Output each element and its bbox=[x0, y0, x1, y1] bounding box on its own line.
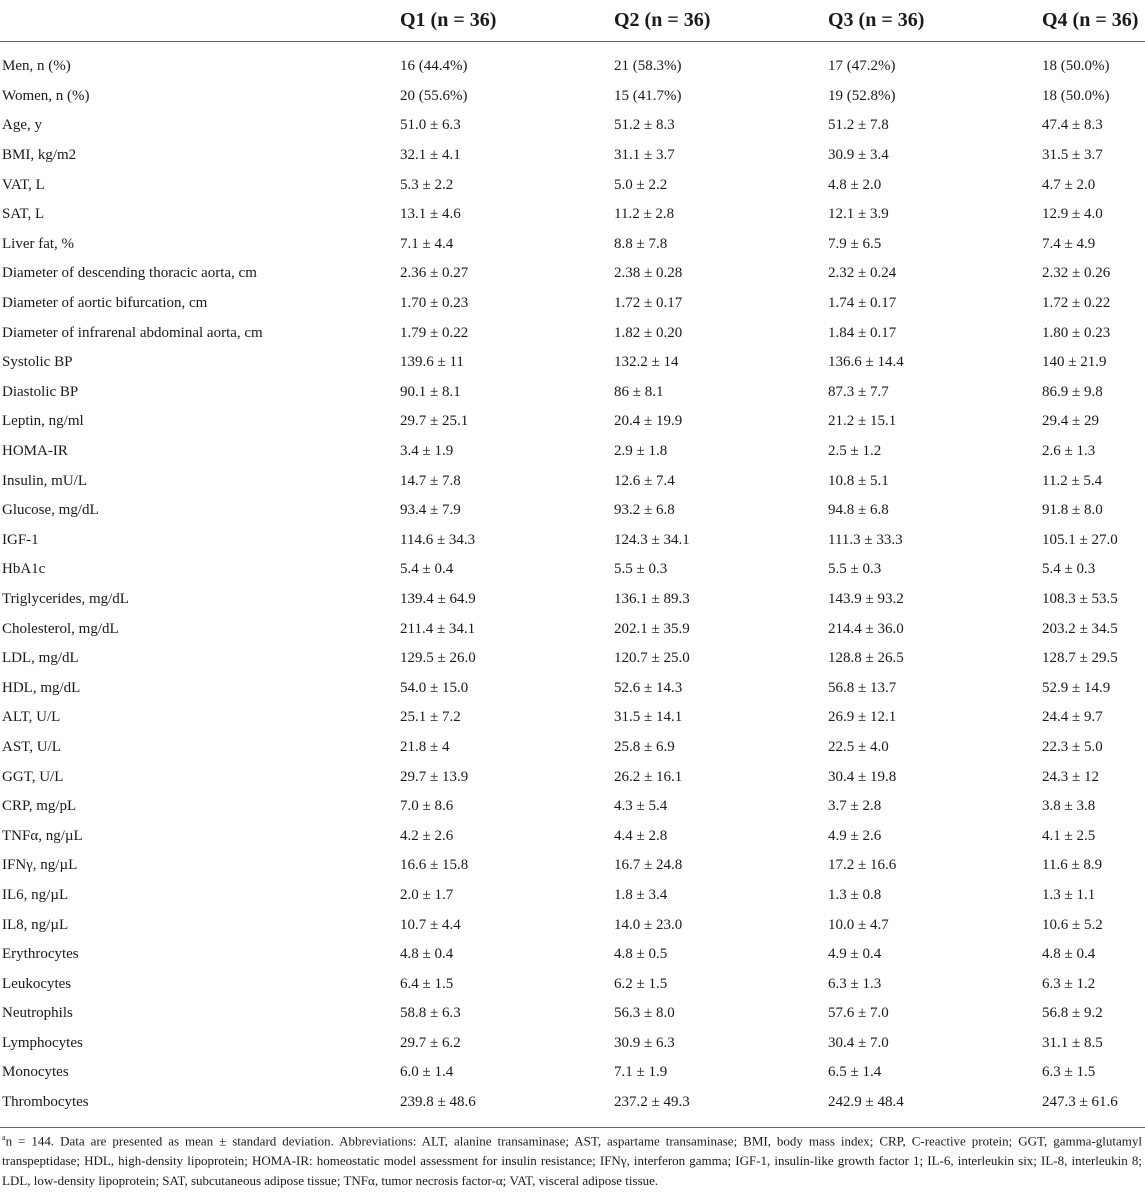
table-cell-label: Men, n (%) bbox=[2, 58, 71, 75]
table-row bbox=[0, 999, 1145, 1029]
table-cell-label: Leukocytes bbox=[2, 975, 72, 992]
table-cell-q1: 13.1 ± 4.6 bbox=[400, 206, 461, 223]
table-row bbox=[0, 614, 1145, 644]
table-row bbox=[0, 940, 1145, 970]
table-cell-q2: 14.0 ± 23.0 bbox=[614, 916, 683, 933]
table-cell-q2: 1.8 ± 3.4 bbox=[614, 886, 668, 903]
table-cell-label: BMI, kg/m2 bbox=[2, 147, 77, 164]
table-cell-q2: 2.9 ± 1.8 bbox=[614, 443, 668, 460]
table-cell-q1: 2.36 ± 0.27 bbox=[400, 265, 469, 282]
table-row bbox=[0, 1088, 1145, 1128]
table-cell-label: Diastolic BP bbox=[2, 383, 79, 400]
table-cell-q2: 5.0 ± 2.2 bbox=[614, 176, 668, 193]
table-cell-label: Insulin, mU/L bbox=[2, 472, 87, 489]
table-cell-q4: 2.6 ± 1.3 bbox=[1042, 443, 1096, 460]
table-cell-q4: 1.80 ± 0.23 bbox=[1042, 324, 1111, 341]
table-row bbox=[0, 585, 1145, 615]
footnote-marker: a bbox=[2, 1133, 6, 1142]
table-row bbox=[0, 762, 1145, 792]
table-row bbox=[0, 881, 1145, 911]
header-cell-label bbox=[0, 0, 400, 42]
table-cell-q1: 7.1 ± 4.4 bbox=[400, 235, 454, 252]
table-cell-q4: 11.6 ± 8.9 bbox=[1042, 857, 1103, 874]
table-cell-q3: 30.9 ± 3.4 bbox=[828, 147, 889, 164]
table-cell-q3: 30.4 ± 7.0 bbox=[828, 1034, 889, 1051]
table-row bbox=[0, 1029, 1145, 1059]
table-cell-q4: 47.4 ± 8.3 bbox=[1042, 117, 1103, 134]
table-cell-q3: 51.2 ± 7.8 bbox=[828, 117, 889, 134]
table-row bbox=[0, 111, 1145, 141]
table-cell-q4: 4.8 ± 0.4 bbox=[1042, 946, 1096, 963]
table-cell-q2: 93.2 ± 6.8 bbox=[614, 502, 675, 519]
table-cell-q3: 2.32 ± 0.24 bbox=[828, 265, 897, 282]
table-cell-label: Cholesterol, mg/dL bbox=[2, 620, 119, 637]
table-cell-q3: 1.74 ± 0.17 bbox=[828, 295, 897, 312]
table-cell-label: Thrombocytes bbox=[0, 1088, 400, 1128]
table-cell-q4: 1.3 ± 1.1 bbox=[1042, 886, 1096, 903]
table-cell-label: GGT, U/L bbox=[2, 768, 64, 785]
table-cell-q4: 56.8 ± 9.2 bbox=[1042, 1005, 1103, 1022]
table-row bbox=[0, 1058, 1145, 1088]
table-cell-q1: 29.7 ± 6.2 bbox=[400, 1034, 461, 1051]
table-cell-q3: 10.0 ± 4.7 bbox=[828, 916, 889, 933]
table-row bbox=[0, 348, 1145, 378]
table-cell-q2: 56.3 ± 8.0 bbox=[614, 1005, 675, 1022]
table-cell-q1: 139.4 ± 64.9 bbox=[400, 590, 476, 607]
table-cell-q1: 29.7 ± 25.1 bbox=[400, 413, 469, 430]
table-cell-label: IL6, ng/µL bbox=[2, 886, 69, 903]
table-cell-q1: 7.0 ± 8.6 bbox=[400, 798, 454, 815]
table-cell-label: IL8, ng/µL bbox=[2, 916, 69, 933]
table-cell-q3: 30.4 ± 19.8 bbox=[828, 768, 897, 785]
table-cell-q2: 8.8 ± 7.8 bbox=[614, 235, 668, 252]
table-cell-q1: 2.0 ± 1.7 bbox=[400, 886, 454, 903]
table-cell-q4: 1.72 ± 0.22 bbox=[1042, 295, 1111, 312]
table-cell-label: ALT, U/L bbox=[2, 709, 61, 726]
table-cell-q4: 18 (50.0%) bbox=[1042, 58, 1110, 75]
table-cell-q1: 20 (55.6%) bbox=[400, 87, 468, 104]
table-cell-q3: 94.8 ± 6.8 bbox=[828, 502, 889, 519]
header-row bbox=[0, 0, 1145, 42]
table-cell-q3: 242.9 ± 48.4 bbox=[828, 1088, 1042, 1128]
table-cell-q3: 214.4 ± 36.0 bbox=[828, 620, 904, 637]
table-cell-label: Erythrocytes bbox=[2, 946, 79, 963]
table-cell-label: Diameter of descending thoracic aorta, cm bbox=[2, 265, 257, 282]
table-cell-q4: 5.4 ± 0.3 bbox=[1042, 561, 1096, 578]
table-cell-q4: 24.3 ± 12 bbox=[1042, 768, 1099, 785]
table-cell-q1: 6.0 ± 1.4 bbox=[400, 1064, 454, 1081]
table-row bbox=[0, 259, 1145, 289]
table-cell-q3: 1.3 ± 0.8 bbox=[828, 886, 882, 903]
table-cell-q4: 91.8 ± 8.0 bbox=[1042, 502, 1103, 519]
table-header bbox=[0, 0, 1145, 42]
table-cell-q2: 6.2 ± 1.5 bbox=[614, 975, 668, 992]
table-row bbox=[0, 526, 1145, 556]
table-cell-q4: 2.32 ± 0.26 bbox=[1042, 265, 1111, 282]
table-row bbox=[0, 378, 1145, 408]
table-cell-q3: 22.5 ± 4.0 bbox=[828, 738, 889, 755]
table-cell-q1: 139.6 ± 11 bbox=[400, 354, 464, 371]
table-cell-q3: 136.6 ± 14.4 bbox=[828, 354, 904, 371]
table-cell-q2: 237.2 ± 49.3 bbox=[614, 1088, 828, 1128]
table-cell-label: Liver fat, % bbox=[2, 235, 75, 252]
table-cell-q2: 52.6 ± 14.3 bbox=[614, 679, 683, 696]
header-cell-q2: Q2 (n = 36) bbox=[614, 0, 828, 42]
table-row bbox=[0, 733, 1145, 763]
table-row bbox=[0, 969, 1145, 999]
table-cell-q1: 211.4 ± 34.1 bbox=[400, 620, 476, 637]
table-cell-q4: 18 (50.0%) bbox=[1042, 87, 1110, 104]
footnote-text: n = 144. Data are presented as mean ± standard deviation. Abbreviations: ALT, alanine transaminase; AST, aspartame transaminase; BMI, body mass index; CRP, C-reactive protein; GGT, gamma-glutamyl transpeptidase; HDL, high-density lipoprotein; HOMA-IR: homeostatic model assessment for insulin resistance; IFNγ, interferon gamma; IGF-1, insulin-like growth factor 1; IL-6, interleukin six; IL-8, interleukin 8; LDL, low-density lipoprotein; SAT, subcutaneous adipose tissue; TNFα, tumor necrosis factor-α; VAT, visceral adipose tissue. bbox=[2, 1133, 1142, 1189]
table-cell-label: Lymphocytes bbox=[2, 1034, 83, 1051]
table-row bbox=[0, 318, 1145, 348]
table-cell-label: SAT, L bbox=[2, 206, 45, 223]
table-cell-q2: 1.82 ± 0.20 bbox=[614, 324, 683, 341]
table-cell-q3: 7.9 ± 6.5 bbox=[828, 235, 882, 252]
table-cell-label: Diameter of aortic bifurcation, cm bbox=[2, 295, 208, 312]
table-cell-label: Glucose, mg/dL bbox=[2, 502, 99, 519]
table-row bbox=[0, 496, 1145, 526]
table-body bbox=[0, 42, 1145, 1128]
table-cell-q3: 56.8 ± 13.7 bbox=[828, 679, 897, 696]
table-cell-q1: 51.0 ± 6.3 bbox=[400, 117, 461, 134]
table-cell-q1: 6.4 ± 1.5 bbox=[400, 975, 454, 992]
table-cell-q4: 4.1 ± 2.5 bbox=[1042, 827, 1096, 844]
table-row bbox=[0, 466, 1145, 496]
table-cell-q1: 10.7 ± 4.4 bbox=[400, 916, 461, 933]
table-row bbox=[0, 289, 1145, 319]
table-cell-label: HDL, mg/dL bbox=[2, 679, 81, 696]
table-cell-q3: 17 (47.2%) bbox=[828, 58, 896, 75]
table-row bbox=[0, 792, 1145, 822]
table-cell-q2: 25.8 ± 6.9 bbox=[614, 738, 675, 755]
table-cell-q1: 90.1 ± 8.1 bbox=[400, 383, 461, 400]
table-cell-q3: 4.8 ± 2.0 bbox=[828, 176, 882, 193]
table-row bbox=[0, 200, 1145, 230]
table-cell-label: TNFα, ng/µL bbox=[2, 827, 83, 844]
header-cell-q4: Q4 (n = 36) bbox=[1042, 0, 1145, 42]
table-cell-q3: 5.5 ± 0.3 bbox=[828, 561, 882, 578]
table-cell-q1: 4.2 ± 2.6 bbox=[400, 827, 454, 844]
table-cell-q3: 12.1 ± 3.9 bbox=[828, 206, 889, 223]
table-cell-label: CRP, mg/pL bbox=[2, 798, 77, 815]
table-cell-q3: 6.3 ± 1.3 bbox=[828, 975, 882, 992]
table-cell-q1: 129.5 ± 26.0 bbox=[400, 650, 476, 667]
table-cell-q3: 6.5 ± 1.4 bbox=[828, 1064, 882, 1081]
table-cell-q3: 10.8 ± 5.1 bbox=[828, 472, 889, 489]
table-cell-label: Monocytes bbox=[2, 1064, 69, 1081]
table-cell-q1: 16.6 ± 15.8 bbox=[400, 857, 469, 874]
table-cell-label: Triglycerides, mg/dL bbox=[2, 590, 129, 607]
table-cell-q2: 12.6 ± 7.4 bbox=[614, 472, 675, 489]
table-cell-q2: 1.72 ± 0.17 bbox=[614, 295, 683, 312]
table-cell-q4: 203.2 ± 34.5 bbox=[1042, 620, 1118, 637]
table-cell-q3: 4.9 ± 2.6 bbox=[828, 827, 882, 844]
header-cell-q1: Q1 (n = 36) bbox=[400, 0, 614, 42]
table-row bbox=[0, 673, 1145, 703]
table-row bbox=[0, 821, 1145, 851]
table-cell-q4: 11.2 ± 5.4 bbox=[1042, 472, 1103, 489]
table-cell-q3: 87.3 ± 7.7 bbox=[828, 383, 889, 400]
table-cell-q2: 7.1 ± 1.9 bbox=[614, 1064, 668, 1081]
table-cell-q3: 4.9 ± 0.4 bbox=[828, 946, 882, 963]
header-cell-q3: Q3 (n = 36) bbox=[828, 0, 1042, 42]
table-cell-q2: 86 ± 8.1 bbox=[614, 383, 664, 400]
table-cell-q3: 1.84 ± 0.17 bbox=[828, 324, 897, 341]
table-cell-q3: 143.9 ± 93.2 bbox=[828, 590, 904, 607]
table-row bbox=[0, 555, 1145, 585]
table-cell-q1: 5.4 ± 0.4 bbox=[400, 561, 454, 578]
table-cell-q1: 16 (44.4%) bbox=[400, 58, 468, 75]
table-cell-q1: 29.7 ± 13.9 bbox=[400, 768, 469, 785]
table-cell-q2: 4.8 ± 0.5 bbox=[614, 946, 668, 963]
table-cell-label: AST, U/L bbox=[2, 738, 61, 755]
table-row bbox=[0, 407, 1145, 437]
table-row bbox=[0, 230, 1145, 260]
table-row bbox=[0, 42, 1145, 82]
table-cell-q4: 10.6 ± 5.2 bbox=[1042, 916, 1103, 933]
table-cell-q3: 17.2 ± 16.6 bbox=[828, 857, 897, 874]
table-cell-q1: 1.79 ± 0.22 bbox=[400, 324, 469, 341]
table-cell-q1: 93.4 ± 7.9 bbox=[400, 502, 461, 519]
table-cell-q4: 3.8 ± 3.8 bbox=[1042, 798, 1096, 815]
table-cell-q4: 31.1 ± 8.5 bbox=[1042, 1034, 1103, 1051]
table-cell-q2: 31.5 ± 14.1 bbox=[614, 709, 683, 726]
table-cell-label: Systolic BP bbox=[2, 354, 73, 371]
table-cell-q2: 4.3 ± 5.4 bbox=[614, 798, 668, 815]
table-cell-q2: 15 (41.7%) bbox=[614, 87, 682, 104]
table-cell-q4: 128.7 ± 29.5 bbox=[1042, 650, 1118, 667]
table-row bbox=[0, 437, 1145, 467]
table-footnote bbox=[2, 1128, 1142, 1191]
table-row bbox=[0, 141, 1145, 171]
table-cell-q2: 30.9 ± 6.3 bbox=[614, 1034, 675, 1051]
table-cell-q4: 12.9 ± 4.0 bbox=[1042, 206, 1103, 223]
table-cell-q4: 22.3 ± 5.0 bbox=[1042, 738, 1103, 755]
table-cell-q2: 16.7 ± 24.8 bbox=[614, 857, 683, 874]
table-cell-label: HbA1c bbox=[2, 561, 46, 578]
table-cell-label: IGF-1 bbox=[2, 531, 39, 548]
table-cell-q4: 247.3 ± 61.6 bbox=[1042, 1088, 1145, 1128]
table-cell-q2: 124.3 ± 34.1 bbox=[614, 531, 690, 548]
table-cell-q3: 26.9 ± 12.1 bbox=[828, 709, 897, 726]
table-cell-q3: 2.5 ± 1.2 bbox=[828, 443, 882, 460]
table-cell-q4: 4.7 ± 2.0 bbox=[1042, 176, 1096, 193]
table-cell-q2: 20.4 ± 19.9 bbox=[614, 413, 683, 430]
table-cell-q4: 6.3 ± 1.2 bbox=[1042, 975, 1096, 992]
table-cell-q4: 31.5 ± 3.7 bbox=[1042, 147, 1103, 164]
table-cell-label: Women, n (%) bbox=[2, 87, 90, 104]
table-cell-label: IFNγ, ng/µL bbox=[2, 857, 78, 874]
table-cell-q4: 105.1 ± 27.0 bbox=[1042, 531, 1118, 548]
table-cell-q1: 5.3 ± 2.2 bbox=[400, 176, 454, 193]
table-row bbox=[0, 170, 1145, 200]
table-cell-label: LDL, mg/dL bbox=[2, 650, 79, 667]
table-cell-label: Age, y bbox=[2, 117, 42, 134]
table-cell-q3: 111.3 ± 33.3 bbox=[828, 531, 903, 548]
table-cell-q1: 14.7 ± 7.8 bbox=[400, 472, 461, 489]
table-cell-label: Neutrophils bbox=[2, 1005, 73, 1022]
table-cell-q1: 114.6 ± 34.3 bbox=[400, 531, 476, 548]
table-cell-label: Leptin, ng/ml bbox=[2, 413, 84, 430]
table-cell-q3: 128.8 ± 26.5 bbox=[828, 650, 904, 667]
table-cell-q1: 58.8 ± 6.3 bbox=[400, 1005, 461, 1022]
table-cell-q2: 202.1 ± 35.9 bbox=[614, 620, 690, 637]
table-cell-q4: 52.9 ± 14.9 bbox=[1042, 679, 1111, 696]
table-cell-q1: 54.0 ± 15.0 bbox=[400, 679, 469, 696]
table-row bbox=[0, 851, 1145, 881]
table-cell-label: Diameter of infrarenal abdominal aorta, cm bbox=[2, 324, 263, 341]
table-cell-q3: 3.7 ± 2.8 bbox=[828, 798, 882, 815]
table-cell-label: VAT, L bbox=[2, 176, 45, 193]
table-cell-q2: 120.7 ± 25.0 bbox=[614, 650, 690, 667]
table-row bbox=[0, 703, 1145, 733]
table-cell-q4: 6.3 ± 1.5 bbox=[1042, 1064, 1096, 1081]
table-cell-q4: 140 ± 21.9 bbox=[1042, 354, 1107, 371]
table-cell-q1: 1.70 ± 0.23 bbox=[400, 295, 469, 312]
table-cell-q1: 3.4 ± 1.9 bbox=[400, 443, 454, 460]
table-cell-q1: 25.1 ± 7.2 bbox=[400, 709, 461, 726]
table-cell-q3: 19 (52.8%) bbox=[828, 87, 896, 104]
table-cell-q4: 7.4 ± 4.9 bbox=[1042, 235, 1096, 252]
table-cell-q2: 51.2 ± 8.3 bbox=[614, 117, 675, 134]
table-cell-q3: 21.2 ± 15.1 bbox=[828, 413, 897, 430]
table-cell-q2: 26.2 ± 16.1 bbox=[614, 768, 683, 785]
table-cell-q3: 57.6 ± 7.0 bbox=[828, 1005, 889, 1022]
table-row bbox=[0, 910, 1145, 940]
table-cell-q2: 21 (58.3%) bbox=[614, 58, 682, 75]
table-cell-q4: 86.9 ± 9.8 bbox=[1042, 383, 1103, 400]
table-row bbox=[0, 644, 1145, 674]
table-cell-q2: 4.4 ± 2.8 bbox=[614, 827, 668, 844]
table-cell-label: HOMA-IR bbox=[2, 443, 68, 460]
table-cell-q1: 21.8 ± 4 bbox=[400, 738, 450, 755]
table-cell-q1: 239.8 ± 48.6 bbox=[400, 1088, 614, 1128]
table-row bbox=[0, 82, 1145, 112]
table-cell-q4: 24.4 ± 9.7 bbox=[1042, 709, 1103, 726]
table-cell-q4: 108.3 ± 53.5 bbox=[1042, 590, 1118, 607]
table-cell-q1: 32.1 ± 4.1 bbox=[400, 147, 461, 164]
table-cell-q1: 4.8 ± 0.4 bbox=[400, 946, 454, 963]
table-cell-q2: 132.2 ± 14 bbox=[614, 354, 679, 371]
table-cell-q4: 29.4 ± 29 bbox=[1042, 413, 1099, 430]
table-cell-q2: 2.38 ± 0.28 bbox=[614, 265, 683, 282]
table-cell-q2: 11.2 ± 2.8 bbox=[614, 206, 675, 223]
table-cell-q2: 31.1 ± 3.7 bbox=[614, 147, 675, 164]
table-cell-q2: 5.5 ± 0.3 bbox=[614, 561, 668, 578]
table-cell-q2: 136.1 ± 89.3 bbox=[614, 590, 690, 607]
